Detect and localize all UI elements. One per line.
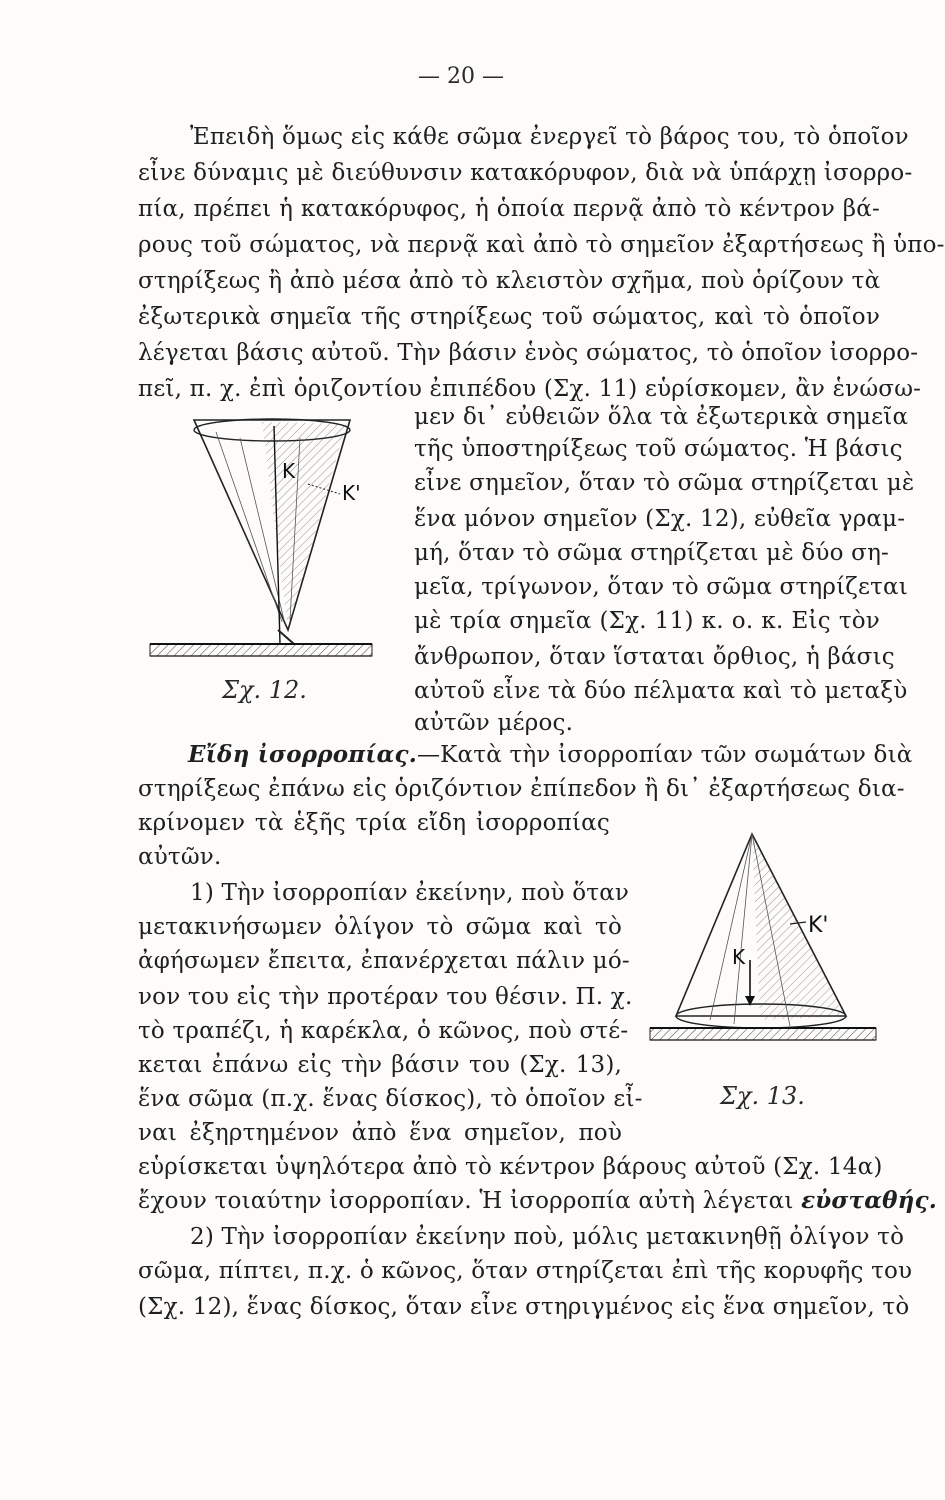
text-line: ναι ἐξηρτημένον ἀπὸ ἕνα σημεῖον, ποὺ <box>138 1120 622 1146</box>
text-line: 2) Τὴν ἰσορροπίαν ἐκείνην ποὺ, μόλις μετακινηθῇ ὀλίγον τὸ <box>190 1224 905 1250</box>
figure-12-inverted-cone <box>150 408 380 668</box>
section-heading-line <box>138 738 913 772</box>
text-line <box>138 1184 938 1218</box>
text-line: μή, ὅταν τὸ σῶμα στηρίζεται μὲ δύο ση- <box>414 540 890 566</box>
section-heading-rest: —Κατὰ τὴν ἰσορροπίαν τῶν σωμάτων διὰ <box>416 742 913 768</box>
text-line: λέγεται βάσις αὐτοῦ. Τὴν βάσιν ἑνὸς σώματος, τὸ ὁποῖον ἰσορρο- <box>138 340 919 366</box>
text-line: αὐτοῦ εἶνε τὰ δύο πέλματα καὶ τὸ μεταξὺ <box>414 678 908 704</box>
text-line: 1) Τὴν ἰσορροπίαν ἐκείνην, ποὺ ὅταν <box>190 880 630 906</box>
text-line: τὸ τραπέζι, ἡ καρέκλα, ὁ κῶνος, ποὺ στέ- <box>138 1018 629 1044</box>
text-line: αὐτῶν. <box>138 844 222 870</box>
text-line: μεν δι᾿ εὐθειῶν ὅλα τὰ ἐξωτερικὰ σημεῖα <box>414 404 909 430</box>
section-heading: Εἴδη ἰσορροπίας. <box>188 741 417 768</box>
figure-13-upright-cone <box>650 820 880 1070</box>
figure-13-label-k: K <box>732 945 746 969</box>
figure-12-label-k: K <box>282 459 296 483</box>
text-line: κεται ἐπάνω εἰς τὴν βάσιν του (Σχ. 13), <box>138 1052 622 1078</box>
text-line: (Σχ. 12), ἕνας δίσκος, ὅταν εἶνε στηριγμένος εἰς ἕνα σημεῖον, τὸ <box>138 1294 910 1320</box>
text-line: νον του εἰς τὴν προτέραν του θέσιν. Π. χ. <box>138 984 633 1010</box>
text-line: εἶνε δύναμις μὲ διεύθυνσιν κατακόρυφον, διὰ νὰ ὑπάρχῃ ἰσορρο- <box>138 160 913 186</box>
text-line: πεῖ, π. χ. ἐπὶ ὁριζοντίου ἐπιπέδου (Σχ. 11) εὑρίσκομεν, ἂν ἑνώσω- <box>138 376 922 402</box>
text-line: Ἐπειδὴ ὅμως εἰς κάθε σῶμα ἐνεργεῖ τὸ βάρος του, τὸ ὁποῖον <box>190 124 909 150</box>
text-line: ρους τοῦ σώματος, νὰ περνᾷ καὶ ἀπὸ τὸ σημεῖον ἐξαρτήσεως ἢ ὑπο- <box>138 232 945 258</box>
figure-13-caption: Σχ. 13. <box>720 1082 805 1110</box>
page-number: — 20 — <box>418 64 504 89</box>
text-line: ἄνθρωπον, ὅταν ἵσταται ὄρθιος, ἡ βάσις <box>414 644 895 670</box>
text-line: εἶνε σημεῖον, ὅταν τὸ σῶμα στηρίζεται μὲ <box>414 470 915 496</box>
text-line: ἀφήσωμεν ἔπειτα, ἐπανέρχεται πάλιν μό- <box>138 948 630 974</box>
text-line: στηρίξεως ἐπάνω εἰς ὁριζόντιον ἐπίπεδον ἢ δι᾿ ἐξαρτήσεως δια- <box>138 776 905 802</box>
figure-12-caption: Σχ. 12. <box>222 676 307 704</box>
figure-13-label-k-prime: K' <box>808 913 829 938</box>
text-line: ἕνα σῶμα (π.χ. ἕνας δίσκος), τὸ ὁποῖον εἶ- <box>138 1086 643 1112</box>
text-line: μετακινήσωμεν ὀλίγον τὸ σῶμα καὶ τὸ <box>138 914 622 940</box>
text-line: πία, πρέπει ἡ κατακόρυφος, ἡ ὁποία περνᾷ ἀπὸ τὸ κέντρον βά- <box>138 196 880 222</box>
text-line: αὐτῶν μέρος. <box>414 710 574 736</box>
text-line: ἐξωτερικὰ σημεῖα τῆς στηρίξεως τοῦ σώματος, καὶ τὸ ὁποῖον <box>138 304 880 330</box>
text-line: μεῖα, τρίγωνον, ὅταν τὸ σῶμα στηρίζεται <box>414 574 908 600</box>
figure-12-label-k-prime: K' <box>342 481 361 505</box>
text-line: κρίνομεν τὰ ἑξῆς τρία εἴδη ἰσορροπίας <box>138 810 610 836</box>
text-line: εὑρίσκεται ὑψηλότερα ἀπὸ τὸ κέντρον βάρους αὐτοῦ (Σχ. 14α) <box>138 1154 883 1180</box>
text-line: στηρίξεως ἢ ἀπὸ μέσα ἀπὸ τὸ κλειστὸν σχῆμα, ποὺ ὁρίζουν τὰ <box>138 268 881 294</box>
text-line: μὲ τρία σημεῖα (Σχ. 11) κ. ο. κ. Εἰς τὸν <box>414 608 880 634</box>
text-line: ἕνα μόνον σημεῖον (Σχ. 12), εὐθεῖα γραμ- <box>414 506 906 532</box>
text-line: τῆς ὑποστηρίξεως τοῦ σώματος. Ἡ βάσις <box>414 436 903 462</box>
term-eustathis: εὐσταθής. <box>801 1187 938 1214</box>
text-line: σῶμα, πίπτει, π.χ. ὁ κῶνος, ὅταν στηρίζεται ἐπὶ τῆς κορυφῆς του <box>138 1258 913 1284</box>
text-segment: ἔχουν τοιαύτην ἰσορροπίαν. Ἡ ἰσορροπία αὐτὴ λέγεται <box>138 1188 802 1214</box>
